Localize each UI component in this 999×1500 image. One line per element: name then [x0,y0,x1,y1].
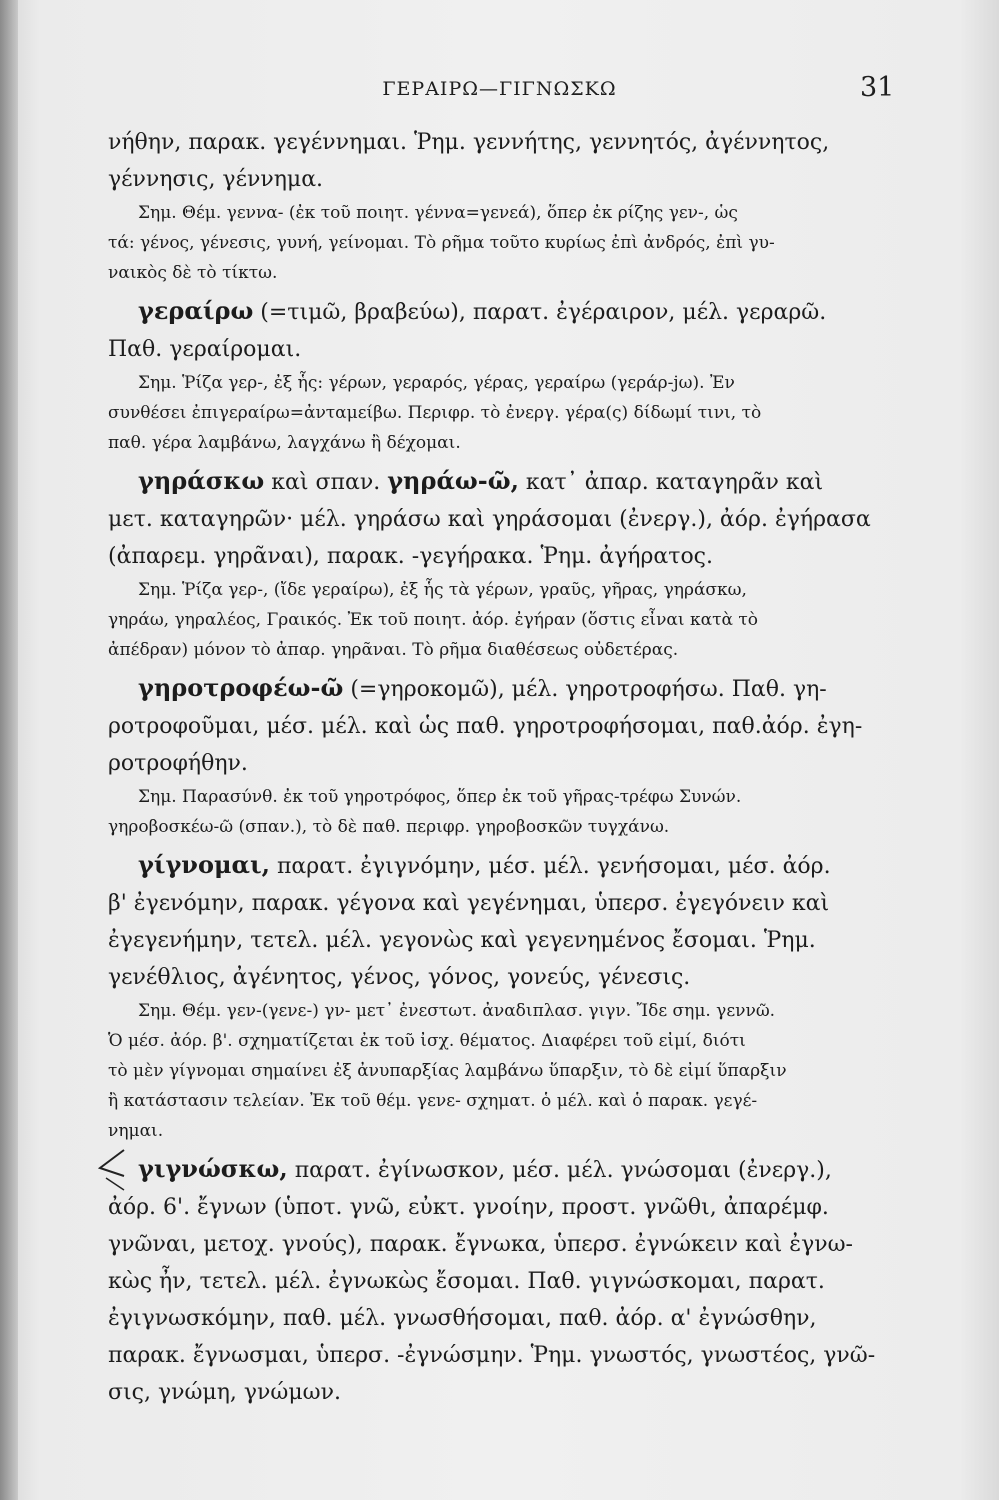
note-line: γηράω, γηραλέος, Γραικός. Ἐκ τοῦ ποιητ. ἀόρ. ἐγήραν (ὅστις εἶναι κατὰ τὸ [108,610,759,630]
text-line: μετ. καταγηρῶν· μέλ. γηράσω καὶ γηράσομαι (ἐνεργ.), ἀόρ. ἐγήρασα [108,507,871,532]
note-line: ἀπέδραν) μόνον τὸ ἀπαρ. γηρᾶναι. Τὸ ρῆμα διαθέσεως οὐδετέρας. [108,640,679,660]
note-line: Ὁ μέσ. ἀόρ. β'. σχηματίζεται ἐκ τοῦ ἰσχ. θέματος. Διαφέρει τοῦ εἰμί, διότι [108,1031,746,1051]
text-line: β' ἐγενόμην, παρακ. γέγονα καὶ γεγένημαι, ὑπερσ. ἐγεγόνειν καὶ [108,891,830,916]
text-line: νήθην, παρακ. γεγέννημαι. Ῥημ. γεννήτης, γεννητός, ἀγέννητος, [108,130,830,155]
headword: γηράω-ῶ, [387,466,519,495]
text-line: ἐγιγνωσκόμην, παθ. μέλ. γνωσθήσομαι, παθ. ἀόρ. α' ἐγνώσθην, [108,1306,817,1331]
headword: γηράσκω [138,466,265,495]
dictionary-text [108,124,930,1411]
binding-shadow [0,0,18,1500]
text-line: γενέθλιος, ἀγένητος, γένος, γόνος, γονεύς, γένεσις. [108,965,691,990]
note-line: Σημ. Ῥίζα γερ-, ἐξ ἧς: γέρων, γεραρός, γέρας, γεραίρω (γεράρ-jω). Ἐν [138,373,735,393]
entry-gignosko [108,1150,930,1189]
headword: γιγνώσκω, [138,1154,288,1183]
note-line: Σημ. Ῥίζα γερ-, (ἴδε γεραίρω), ἐξ ἧς τὰ γέρων, γραῦς, γῆρας, γηράσκω, [138,580,747,600]
entry-text: καὶ σπαν. [264,470,388,495]
text-line: σις, γνώμη, γνώμων. [108,1380,341,1405]
note-line: τά: γένος, γένεσις, γυνή, γείνομαι. Τὸ ρῆμα τοῦτο κυρίως ἐπὶ ἀνδρός, ἐπὶ γυ- [108,233,775,253]
text-line: ροτροφοῦμαι, μέσ. μέλ. καὶ ὡς παθ. γηροτροφήσομαι, παθ.ἀόρ. ἐγη- [108,714,863,739]
text-line: Παθ. γεραίρομαι. [108,337,302,362]
note-line: Σημ. Θέμ. γεν-(γενε-) γν- μετ᾽ ἐνεστωτ. ἀναδιπλασ. γιγν. Ἴδε σημ. γεννῶ. [138,1001,776,1021]
text-line: γνῶναι, μετοχ. γνούς), παρακ. ἔγνωκα, ὑπερσ. ἐγνώκειν καὶ ἐγνω- [108,1232,853,1257]
entry-text: παρατ. ἐγίνωσκον, μέσ. μέλ. γνώσομαι (ἐνεργ.), [287,1158,832,1183]
text-line: κὼς ἦν, τετελ. μέλ. ἐγνωκὼς ἔσομαι. Παθ. γιγνώσκομαι, παρατ. [108,1269,825,1294]
entry-gerasko [108,462,930,501]
entry-text: (=τιμῶ, βραβεύω), παρατ. ἐγέραιρον, μέλ. γεραρῶ. [253,300,827,325]
note-line: ναικὸς δὲ τὸ τίκτω. [108,263,278,283]
text-line: (ἀπαρεμ. γηρᾶναι), παρακ. -γεγήρακα. Ῥημ. ἀγήρατος. [108,544,713,569]
text-line: γέννησις, γέννημα. [108,167,324,192]
note-line: Σημ. Θέμ. γεννα- (ἐκ τοῦ ποιητ. γέννα=γενεά), ὅπερ ἐκ ρίζης γεν-, ὡς [138,203,738,223]
entry-text: (=γηροκομῶ), μέλ. γηροτροφήσω. Παθ. γη- [343,677,827,702]
headword: γίγνομαι, [138,850,270,879]
entry-gerairo [108,292,930,331]
note-line: παθ. γέρα λαμβάνω, λαγχάνω ἢ δέχομαι. [108,433,461,453]
note-line: τὸ μὲν γίγνομαι σημαίνει ἐξ ἀνυπαρξίας λαμβάνω ὕπαρξιν, τὸ δὲ εἰμί ὕπαρξιν [108,1061,787,1081]
entry-text: παρατ. ἐγιγνόμην, μέσ. μέλ. γενήσομαι, μέσ. ἀόρ. [269,854,831,879]
headword: γεραίρω [138,296,254,325]
text-line: παρακ. ἔγνωσμαι, ὑπερσ. -ἐγνώσμην. Ῥημ. γνωστός, γνωστέος, γνῶ- [108,1343,876,1368]
running-head: ΓΕΡΑΙΡΩ—ΓΙΓΝΩΣΚΩ [382,78,617,100]
text-line: ἀόρ. 6'. ἔγνων (ὑποτ. γνῶ, εὐκτ. γνοίην, προστ. γνῶθι, ἀπαρέμφ. [108,1195,829,1220]
entry-text: κατ᾽ ἀπαρ. καταγηρᾶν καὶ [518,470,824,495]
note-line: ἢ κατάστασιν τελείαν. Ἐκ τοῦ θέμ. γενε- σχηματ. ὁ μέλ. καὶ ὁ παρακ. γεγέ- [108,1091,758,1111]
text-line: ροτροφήθην. [108,751,248,776]
entry-gerotropheo [108,669,930,708]
page-number: 31 [860,72,895,103]
note-line: Σημ. Παρασύνθ. ἐκ τοῦ γηροτρόφος, ὅπερ ἐκ τοῦ γῆρας-τρέφω Συνών. [138,787,742,807]
note-line: συνθέσει ἐπιγεραίρω=ἀνταμείβω. Περιφρ. τὸ ἐνεργ. γέρα(ς) δίδωμί τινι, τὸ [108,403,762,423]
entry-gignomai [108,846,930,885]
text-line: ἐγεγενήμην, τετελ. μέλ. γεγονὼς καὶ γεγενημένος ἔσομαι. Ῥημ. [108,928,816,953]
note-line: νημαι. [108,1121,164,1141]
note-line: γηροβοσκέω-ῶ (σπαν.), τὸ δὲ παθ. περιφρ. γηροβοσκῶν τυγχάνω. [108,817,670,837]
headword: γηροτροφέω-ῶ [138,673,344,702]
